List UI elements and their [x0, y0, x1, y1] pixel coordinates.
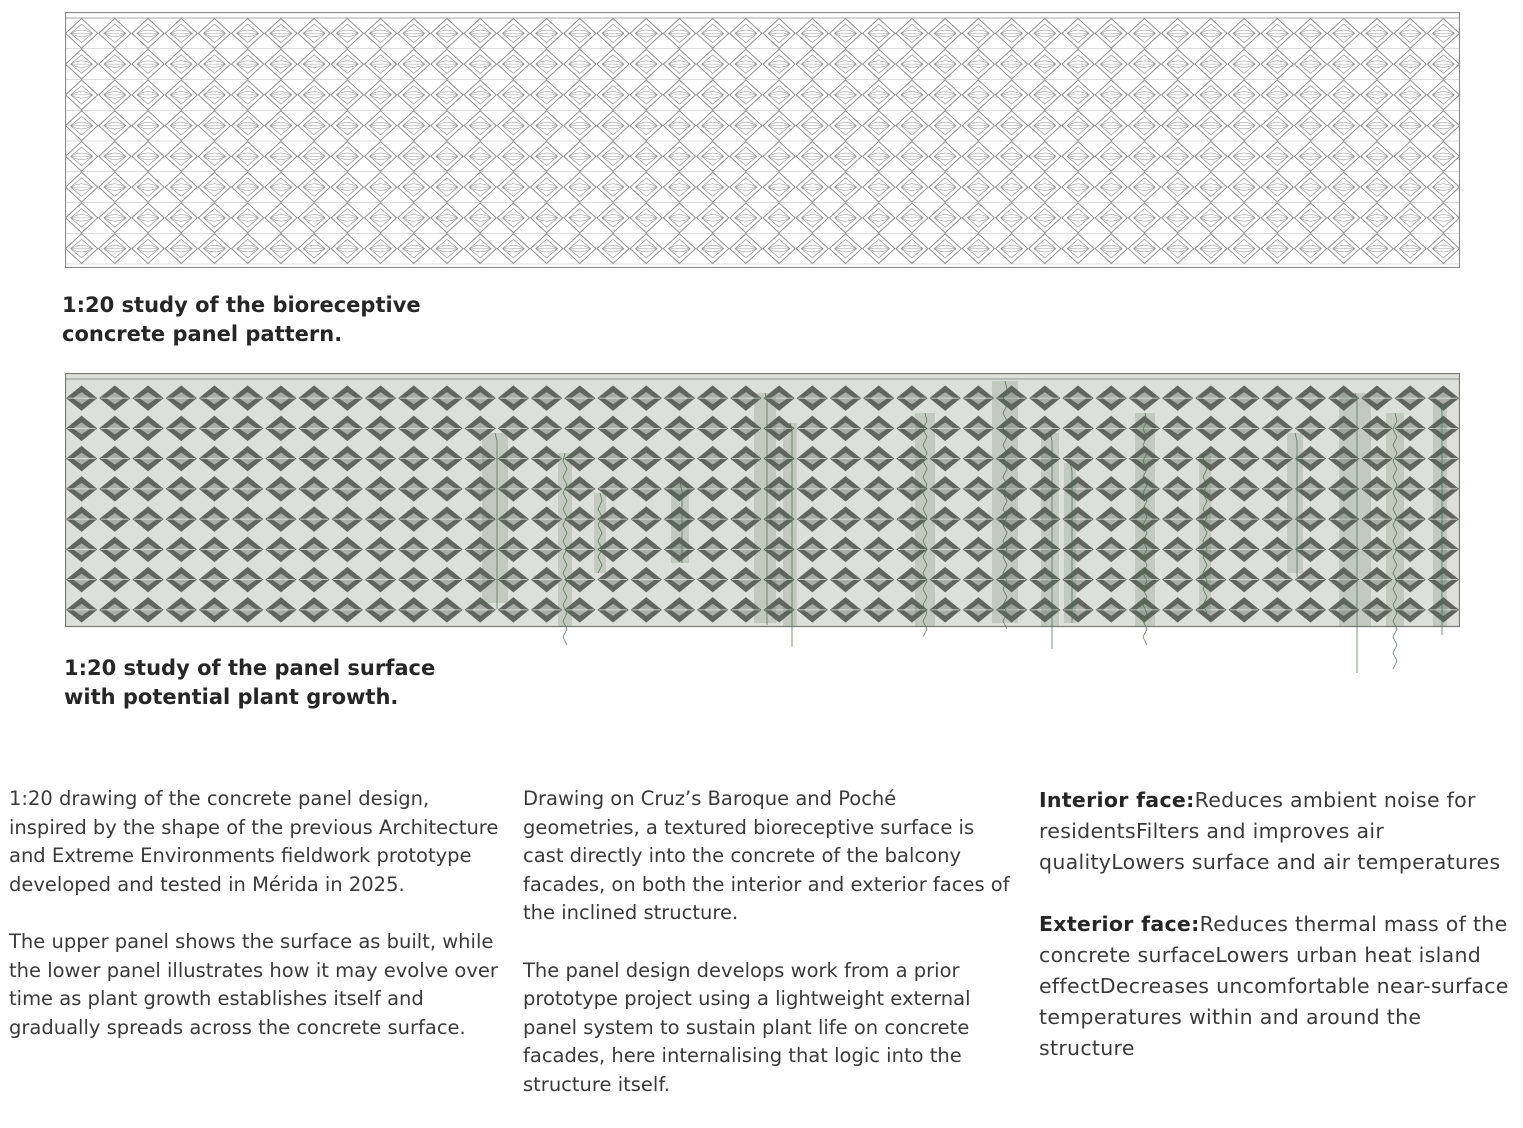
figure-2-caption: [64, 654, 435, 712]
interior-face-label: Interior face:: [1039, 788, 1195, 812]
plant-growth-panel: [65, 373, 1460, 673]
description-paragraph: The panel design develops work from a prior prototype project using a lightweight external panel system to sustain plant life on concrete facades, here internalising that logic into the structure itself.: [523, 958, 971, 1096]
description-paragraph: Drawing on Cruz’s Baroque and Poché geometries, a textured bioreceptive surface is cast directly into the concrete of the balcony facades, on both the interior and exterior faces of the inclined structure.: [523, 787, 1010, 925]
figure-2-caption-line-2: with potential plant growth.: [64, 685, 399, 709]
interior-face-text: Reduces ambient noise for residentsFilters and improves air qualityLowers surface and air temperatures: [1039, 788, 1501, 874]
description-column-2: [523, 785, 1015, 1128]
description-paragraph: 1:20 drawing of the concrete panel design, inspired by the shape of the previous Architecture and Extreme Environments fieldwork prototype developed and tested in Mérida in 2025.: [9, 787, 499, 896]
interior-face-block: [1039, 785, 1517, 878]
description-paragraph: The upper panel shows the surface as built, while the lower panel illustrates how it may evolve over time as plant growth establishes itself and gradually spreads across the concrete surface.: [9, 929, 498, 1039]
exterior-face-block: [1039, 909, 1517, 1064]
plant-growth-drawing: [65, 373, 1460, 673]
exterior-face-text: Reduces thermal mass of the concrete surfaceLowers urban heat island effectDecreases uncomfortable near-surface temperatures within and around the structure: [1039, 912, 1509, 1060]
pattern-drawing-panel: [65, 12, 1460, 268]
exterior-face-label: Exterior face:: [1039, 912, 1200, 936]
bioreceptive-pattern-drawing: [65, 12, 1460, 268]
figure-1-caption-line-1: 1:20 study of the bioreceptive: [62, 293, 421, 317]
figure-2-caption-line-1: 1:20 study of the panel surface: [64, 656, 436, 680]
figure-1-caption-line-2: concrete panel pattern.: [62, 322, 343, 346]
face-benefits-column: [1039, 785, 1517, 1095]
figure-1-caption: [62, 291, 421, 349]
description-column-1: [9, 785, 501, 1071]
